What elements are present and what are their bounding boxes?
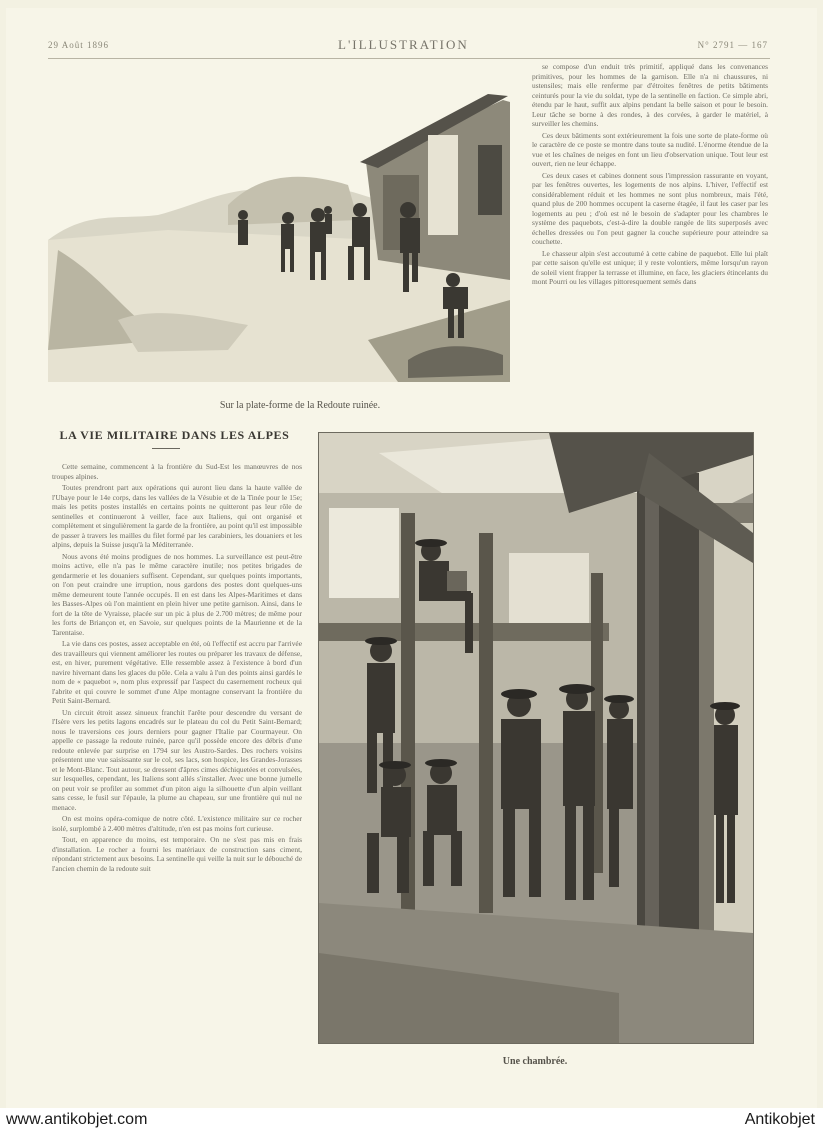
masthead [48, 37, 768, 55]
left-paragraph: La vie dans ces postes, assez acceptable en été, où l'effectif est accru par l'arrivée des travailleurs qui viennent améliorer les routes ou préparer les travaux de défense, est, en hiver, purement végétative. Elle ressemble assez à l'existence à bord d'un navire hivernant dans les glaces du pôle. Cela a valu à l'un des points ainsi gardés le nom de « paquebot », nom plus expressif par l'aspect du casernement rocheux qui l'abrite et qui couvre le sommet d'une Alpe montagne conservant la frontière du Petit Saint-Bernard. [52, 639, 302, 705]
redoute-illustration [48, 90, 510, 382]
left-paragraph: Un circuit étroit assez sinueux franchit l'arête pour descendre du versant de l'Isère vers les petits lagons encadrés sur le plateau du col du Petit Saint-Bernard; nous le traversions ces jours derniers pour gagner l'Italie par Courmayeur. On appelle ce passage la redoute ruinée, parce qu'il possède encore des débris d'une redoute enlevée par surprise en 1794 sur les Austro-Sardes. Des rochers voisins présentent une vue saisissante sur le col, ses lacs, son hospice, les Grandes-Jorasses et le Mont-Blanc. Tout autour, se dressent d'âpres cimes déchiquetées et convulsées, sur lesquelles, cependant, les Italiens sont allés s'installer. Avec une bonne jumelle on peut voir se profiler au sommet d'un piton aigu la silhouette d'un alpin veillant sans cesse, le fusil sur l'épaule, la plume au chapeau, sur une frontière qui nul ne menace. [52, 707, 302, 812]
left-paragraph: On est moins opéra-comique de notre côté. L'existence militaire sur ce rocher isolé, surplombé à 2.400 mètres d'altitude, n'en est pas moins fort curieuse. [52, 814, 302, 833]
article-column-left [52, 462, 302, 1068]
right-paragraph: Ces deux bâtiments sont extérieurement la fois une sorte de plate-forme où le caractère de ce poste se montre dans toute sa nudité. L'énorme étendue de la vue et les chaînes de neiges en font un lieu d'observation unique. Tout leur est ouvert, rien ne leur échappe. [532, 130, 768, 168]
main-figure-caption: Une chambrée. [502, 1056, 568, 1067]
left-paragraph: Nous avons été moins prodigues de nos hommes. La surveillance est peut-être moins active, elle n'a pas le même caractère inutile; nos petites brigades de gendarmerie et les douaniers suffisent. Cependant, sur quelques points importants, on l'on peut craindre une irruption, nous gardons des postes dont quelques-uns même demeurent toute l'année occupés. Il en est dans les Alpes-Maritimes et dans les Basses-Alpes où l'on maintient en plein hiver une petite garnison. Ainsi, dans le fort de la tête de Vyraisse, placée sur un pic à plus de 2.700 mètres; de même pour les forts de Briançon et, en Savoie, sur quelques points de la Maurienne et de la Tarentaise. [52, 551, 302, 637]
right-paragraph: se compose d'un enduit très primitif, appliqué dans les convenances primitives, pour les hommes de la garnison. Elle n'a ni chaussures, ni ustensiles; mais elle renferme par d'étroites fenêtres de petits bâtiments ceinturés pour la vie du soldat, type de la sentinelle en faction. Ce simple abri, étendu par le haut, suffit aux alpins pendant la belle saison et pour le besoin. Leur tâche se borne à des rondes, à des corvées, à garder le matériel, à surveiller les chemins. [532, 62, 768, 128]
left-paragraph: Tout, en apparence du moins, est temporaire. On ne s'est pas mis en frais d'installation. Le rocher a fourni les matériaux de construction sans ciment, répondant strictement aux besoins. La sentinelle qui veille la nuit sur le débouché de l'ancien chemin de la redoute suit [52, 835, 302, 873]
issue-number: N° 2791 — 167 [697, 40, 768, 50]
issue-date: 29 Août 1896 [48, 40, 110, 50]
publication-title: L'ILLUSTRATION [338, 37, 469, 52]
watermark-brand: Antikobjet [744, 1111, 815, 1128]
left-paragraph: Cette semaine, commencent à la frontière du Sud-Est les manœuvres de nos troupes alpines. [52, 462, 302, 481]
masthead-rule [48, 58, 770, 59]
article-heading: LA VIE MILITAIRE DANS LES ALPES [59, 428, 290, 442]
watermark-url[interactable]: www.antikobjet.com [6, 1111, 148, 1128]
right-paragraph: Le chasseur alpin s'est accoutumé à cette cabine de paquebot. Elle lui plaît par cette saison qu'elle est unique; il y reste volontiers, même lorsqu'un rayon de soleil vient frapper la terrasse et illumine, en face, les glaciers étincelants du mont Pourri ou les villages pittoresquement semés dans [532, 248, 768, 286]
right-paragraph: Ces deux cases et cabines donnent sous l'impression rassurante en voyant, par les fenêtres ouvertes, les logements de nos alpins. L'hiver, l'effectif est considérablement réduit et les hommes ne sont plus nombreux, mais l'été, quand plus de 200 hommes occupent la caserne étagée, il faut les caser par les logements au peu ; d'où est né le besoin de s'adapter pour les chambres le système des paquebots, c'est-à-dire la double rangée de lits superposés avec échelles dressées ou l'on peut gagner la couche supérieure pour atteindre sa couchette. [532, 170, 768, 246]
top-figure-caption: Sur la plate-forme de la Redoute ruinée. [219, 400, 381, 411]
watermark-bar [0, 1108, 823, 1131]
left-paragraph: Toutes prendront part aux opérations qui auront lieu dans la haute vallée de l'Ubaye pour le 14e corps, dans les vallées de la Vésubie et de la Tinée pour le 15e; mais les petits postes installés en certains points ne quitteront pas leur rôle de sentinelles et continueront à veiller, face aux Italiens, qui ont organisé et complètement et singulièrement la garde de la frontière, au point qu'il est impossible de passer à travers les mailles du filet formé par les carabiniers, les douaniers et les alpins, depuis la Suisse jusqu'à la Méditerranée. [52, 483, 302, 549]
top-engraving [48, 90, 510, 382]
heading-rule [152, 448, 180, 449]
article-column-right [532, 62, 768, 387]
main-engraving [318, 432, 754, 1044]
chambree-illustration [319, 433, 753, 1043]
